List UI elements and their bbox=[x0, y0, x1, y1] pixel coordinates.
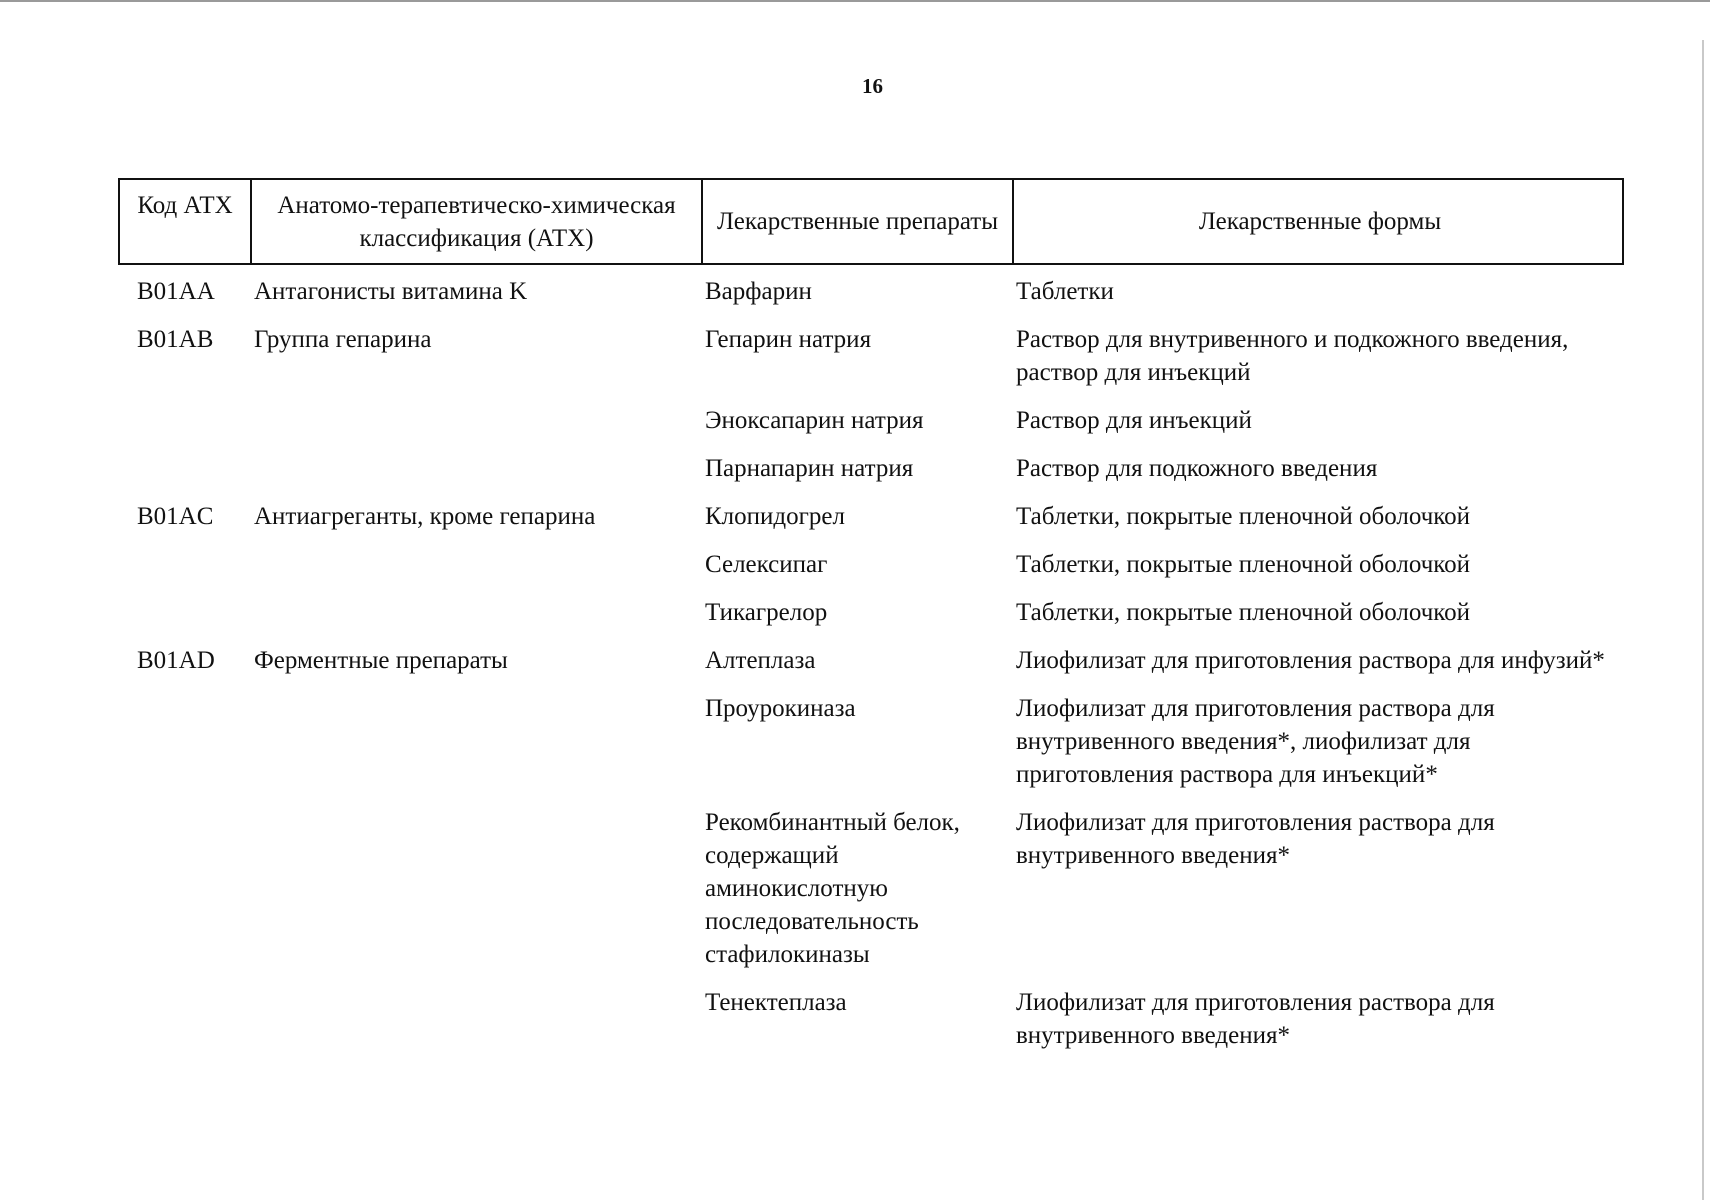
table-header bbox=[118, 178, 1624, 265]
cell-classification: Антиагреганты, кроме гепарина bbox=[254, 503, 596, 530]
cell-form: Таблетки, покрытые пленочной оболочкой bbox=[1016, 551, 1471, 578]
cell-code bbox=[118, 692, 248, 791]
cell-code: B01AD bbox=[137, 647, 215, 674]
cell-form: Раствор для внутривенного и подкожного введения, раствор для инъекций bbox=[1016, 326, 1569, 386]
cell-drug: Проурокиназа bbox=[705, 695, 856, 722]
cell-form: Лиофилизат для приготовления раствора для инфузий* bbox=[1016, 647, 1605, 674]
cell-classification: Ферментные препараты bbox=[254, 647, 508, 674]
cell-classification bbox=[248, 404, 699, 437]
cell-drug: Клопидогрел bbox=[705, 503, 845, 530]
header-atc-classification: Анатомо-терапевтическо-химическая классификация (АТХ) bbox=[250, 180, 701, 263]
table-row bbox=[118, 500, 1624, 533]
table-row bbox=[118, 323, 1624, 389]
header-dosage-forms: Лекарственные формы bbox=[1012, 180, 1626, 263]
cell-classification bbox=[248, 452, 699, 485]
cell-classification bbox=[248, 986, 699, 1052]
cell-drug: Эноксапарин натрия bbox=[705, 407, 924, 434]
cell-code bbox=[118, 404, 248, 437]
cell-form: Лиофилизат для приготовления раствора для внутривенного введения* bbox=[1016, 809, 1495, 869]
table-row bbox=[118, 404, 1624, 437]
table-row bbox=[118, 806, 1624, 971]
atc-table bbox=[118, 178, 1624, 1052]
table-row bbox=[118, 275, 1624, 308]
cell-code bbox=[118, 548, 248, 581]
cell-classification bbox=[248, 692, 699, 791]
cell-form: Лиофилизат для приготовления раствора для внутривенного введения* bbox=[1016, 989, 1495, 1049]
cell-classification bbox=[248, 596, 699, 629]
table-row bbox=[118, 986, 1624, 1052]
cell-classification bbox=[248, 806, 699, 971]
cell-drug: Варфарин bbox=[705, 278, 812, 305]
cell-code: B01AC bbox=[137, 503, 214, 530]
cell-code bbox=[118, 986, 248, 1052]
cell-form: Таблетки, покрытые пленочной оболочкой bbox=[1016, 599, 1471, 626]
cell-code bbox=[118, 452, 248, 485]
cell-drug: Селексипаг bbox=[705, 551, 828, 578]
top-border-line bbox=[0, 0, 1710, 2]
cell-code: B01AB bbox=[137, 326, 214, 353]
cell-form: Лиофилизат для приготовления раствора для внутривенного введения*, лиофилизат для приготовления раствора для инъекций* bbox=[1016, 695, 1495, 788]
table-body bbox=[118, 275, 1624, 1052]
table-row bbox=[118, 596, 1624, 629]
cell-classification bbox=[248, 548, 699, 581]
table-row bbox=[118, 644, 1624, 677]
table-row bbox=[118, 452, 1624, 485]
cell-code bbox=[118, 806, 248, 971]
cell-form: Раствор для инъекций bbox=[1016, 407, 1252, 434]
cell-drug: Тикагрелор bbox=[705, 599, 828, 626]
cell-code: B01AA bbox=[137, 278, 215, 305]
right-scan-edge bbox=[1702, 40, 1704, 1200]
cell-classification: Антагонисты витамина K bbox=[254, 278, 528, 305]
table-row bbox=[118, 548, 1624, 581]
cell-drug: Тенектеплаза bbox=[705, 989, 847, 1016]
cell-classification: Группа гепарина bbox=[254, 326, 432, 353]
cell-drug: Гепарин натрия bbox=[705, 326, 872, 353]
cell-drug: Рекомбинантный белок, содержащий аминокислотную последовательность стафилокиназы bbox=[705, 809, 960, 968]
cell-code bbox=[118, 596, 248, 629]
cell-form: Таблетки bbox=[1016, 278, 1114, 305]
header-drugs: Лекарственные препараты bbox=[701, 180, 1012, 263]
header-atc-code: Код АТХ bbox=[137, 192, 233, 219]
cell-form: Раствор для подкожного введения bbox=[1016, 455, 1378, 482]
cell-drug: Алтеплаза bbox=[705, 647, 816, 674]
cell-form: Таблетки, покрытые пленочной оболочкой bbox=[1016, 503, 1471, 530]
table-row bbox=[118, 692, 1624, 791]
cell-drug: Парнапарин натрия bbox=[705, 455, 914, 482]
page-number: 16 bbox=[862, 74, 883, 98]
